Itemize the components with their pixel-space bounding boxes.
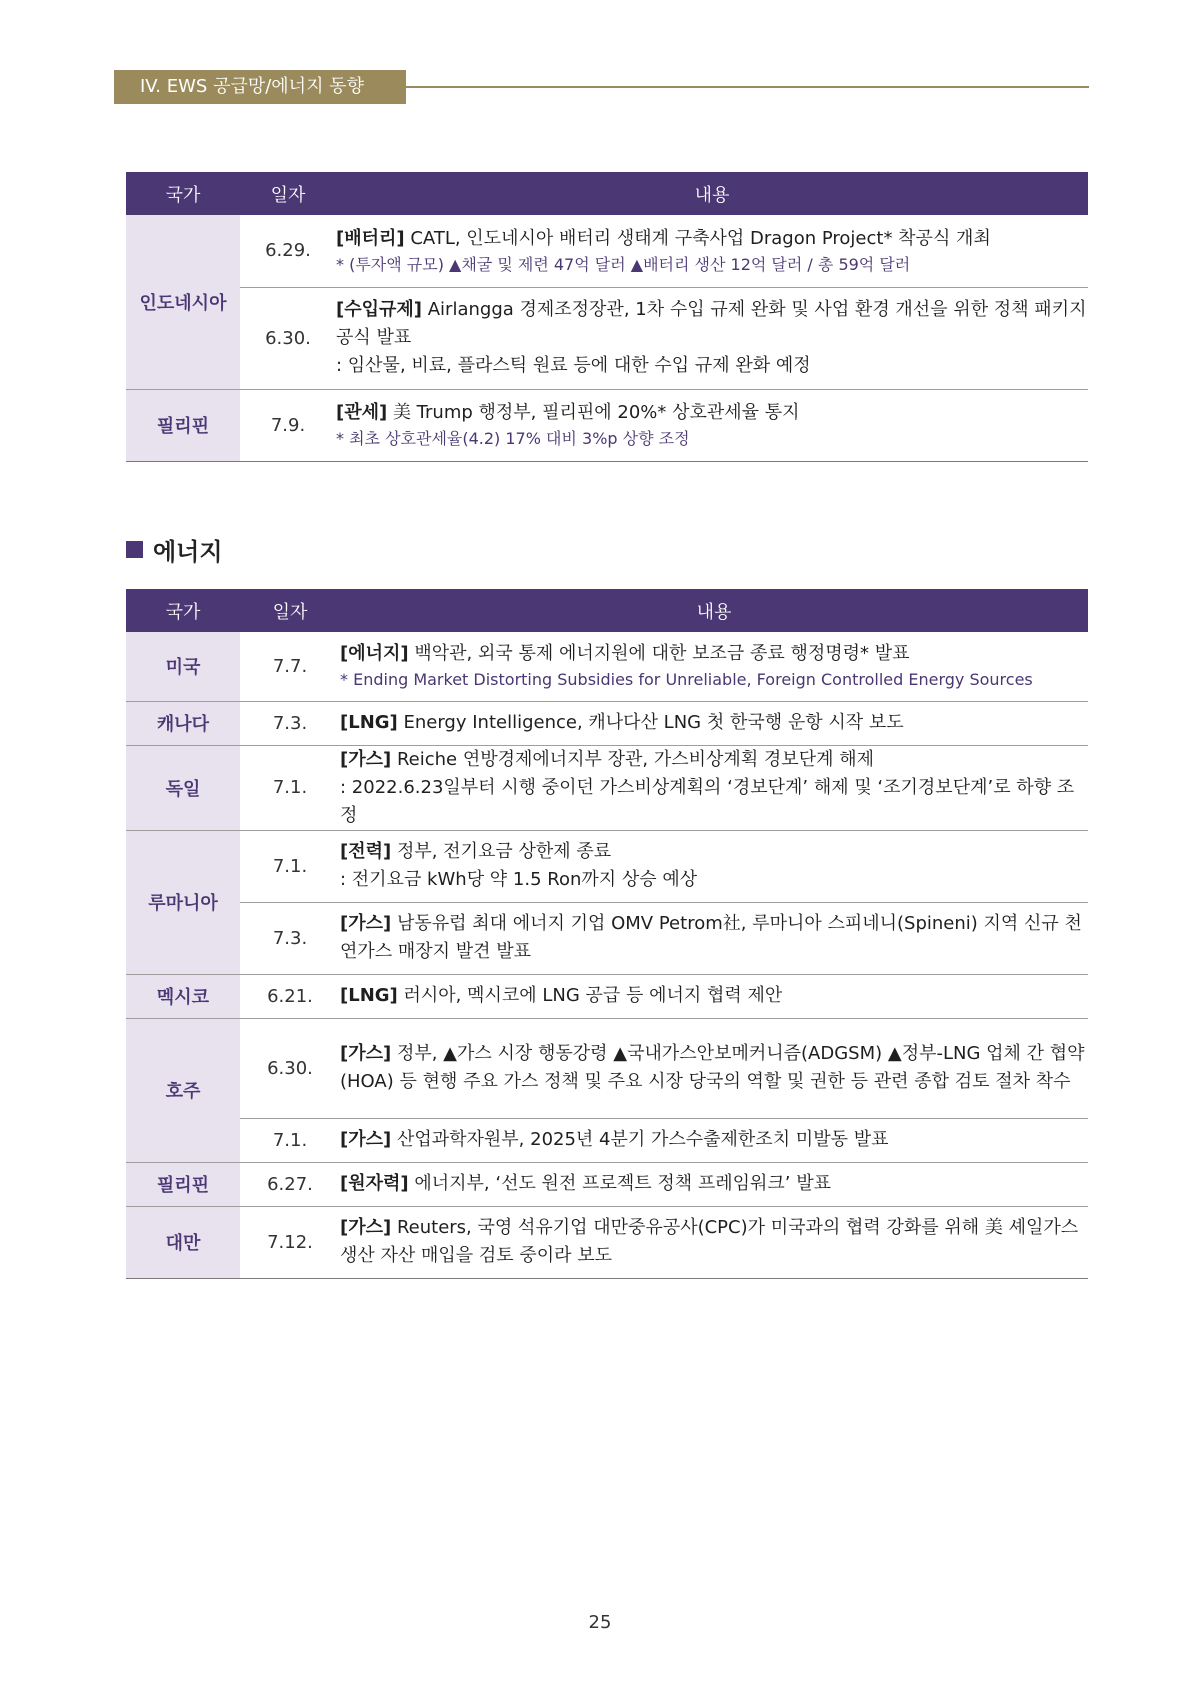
content-text: CATL, 인도네시아 배터리 생태계 구축사업 Dragon Project* 착공식 개최	[404, 227, 991, 249]
content-cell	[336, 287, 1088, 389]
table-header-row	[126, 589, 1088, 632]
date-cell: 7.12.	[240, 1206, 340, 1278]
table-row	[126, 1118, 1088, 1162]
table-row	[126, 701, 1088, 745]
country-cell: 필리핀	[126, 1162, 240, 1206]
header-content: 내용	[340, 589, 1088, 632]
country-cell: 루마니아	[126, 830, 240, 974]
country-cell: 호주	[126, 1018, 240, 1162]
category-tag: [전력]	[340, 841, 392, 862]
category-tag: [가스]	[340, 1043, 392, 1064]
table-row	[126, 902, 1088, 974]
content-cell	[340, 974, 1088, 1018]
content-cell	[340, 1162, 1088, 1206]
table-row	[126, 632, 1088, 701]
section-divider	[406, 86, 1089, 88]
category-tag: [가스]	[340, 1129, 392, 1150]
table-header-row	[126, 172, 1088, 215]
category-tag: [가스]	[340, 748, 392, 770]
category-tag: [배터리]	[336, 227, 405, 249]
table-row	[126, 287, 1088, 389]
content-note: * (투자액 규모) ▲채굴 및 제련 47억 달러 ▲배터리 생산 12억 달러 / 총 59억 달러	[336, 254, 911, 274]
header-country: 국가	[126, 172, 240, 215]
section-title: IV. EWS 공급망/에너지 동향	[114, 70, 406, 104]
category-tag: [원자력]	[340, 1173, 409, 1194]
content-cell	[336, 389, 1088, 461]
category-tag: [수입규제]	[336, 299, 423, 320]
country-cell: 캐나다	[126, 701, 240, 745]
date-cell: 7.3.	[240, 902, 340, 974]
table-row	[126, 830, 1088, 902]
country-cell: 미국	[126, 632, 240, 701]
content-cell	[340, 701, 1088, 745]
content-cell	[340, 1118, 1088, 1162]
table-row	[126, 974, 1088, 1018]
date-cell: 6.30.	[240, 1018, 340, 1118]
category-tag: [LNG]	[340, 985, 398, 1006]
header-content: 내용	[336, 172, 1088, 215]
content-cell	[340, 902, 1088, 974]
header-date: 일자	[240, 589, 340, 632]
page-number: 25	[588, 1612, 612, 1633]
content-cell	[336, 215, 1088, 287]
energy-table	[126, 589, 1088, 1279]
content-text: 美 Trump 행정부, 필리핀에 20%* 상호관세율 통지	[387, 402, 800, 423]
country-cell: 인도네시아	[126, 215, 240, 389]
content-text: 남동유럽 최대 에너지 기업 OMV Petrom社, 루마니아 스피네니(Spineni) 지역 신규 천연가스 매장지 발견 발표	[340, 913, 1082, 962]
category-tag: [관세]	[336, 402, 388, 423]
content-text: 러시아, 멕시코에 LNG 공급 등 에너지 협력 제안	[397, 985, 783, 1006]
content-text: 산업과학자원부, 2025년 4분기 가스수출제한조치 미발동 발표	[391, 1129, 889, 1150]
date-cell: 7.9.	[240, 389, 336, 461]
content-text: Airlangga 경제조정장관, 1차 수입 규제 완화 및 사업 환경 개선을 위한 정책 패키지 공식 발표	[336, 299, 1087, 348]
table-row	[126, 389, 1088, 461]
date-cell: 6.27.	[240, 1162, 340, 1206]
header-country: 국가	[126, 589, 240, 632]
date-cell: 6.29.	[240, 215, 336, 287]
content-cell	[340, 632, 1088, 701]
supply-chain-table	[126, 172, 1088, 462]
date-cell: 6.30.	[240, 287, 336, 389]
date-cell: 7.1.	[240, 830, 340, 902]
content-note: * 최초 상호관세율(4.2) 17% 대비 3%p 상향 조정	[336, 429, 690, 448]
energy-heading-text: 에너지	[153, 538, 223, 566]
country-cell: 멕시코	[126, 974, 240, 1018]
header-date: 일자	[240, 172, 336, 215]
content-text: 백악관, 외국 통제 에너지원에 대한 보조금 종료 행정명령* 발표	[408, 643, 910, 665]
country-cell: 대만	[126, 1206, 240, 1278]
table-row	[126, 215, 1088, 287]
country-cell: 독일	[126, 745, 240, 830]
content-detail: : 임산물, 비료, 플라스틱 원료 등에 대한 수입 규제 완화 예정	[336, 355, 811, 376]
category-tag: [에너지]	[340, 643, 409, 665]
category-tag: [가스]	[340, 913, 392, 934]
date-cell: 7.3.	[240, 701, 340, 745]
date-cell: 7.1.	[240, 745, 340, 830]
content-cell	[340, 745, 1088, 830]
content-cell	[340, 1206, 1088, 1278]
country-cell: 필리핀	[126, 389, 240, 461]
date-cell: 7.1.	[240, 1118, 340, 1162]
content-note: * Ending Market Distorting Subsidies for Unreliable, Foreign Controlled Energy Sources	[340, 670, 1033, 690]
date-cell: 7.7.	[240, 632, 340, 701]
table-row	[126, 1162, 1088, 1206]
content-text: Reuters, 국영 석유기업 대만중유공사(CPC)가 미국과의 협력 강화를 위해 美 셰일가스 생산 자산 매입을 검토 중이라 보도	[340, 1217, 1079, 1266]
content-cell	[340, 830, 1088, 902]
content-text: 정부, ▲가스 시장 행동강령 ▲국내가스안보메커니즘(ADGSM) ▲정부-LNG 업체 간 협약(HOA) 등 현행 주요 가스 정책 및 주요 시장 당국의 역할 및 권한 등 관련 종합 검토 절차 착수	[340, 1043, 1085, 1092]
square-bullet-icon	[126, 541, 143, 558]
table-row	[126, 1018, 1088, 1118]
content-text: 에너지부, ‘선도 원전 프로젝트 정책 프레임워크’ 발표	[408, 1173, 831, 1194]
content-text: Energy Intelligence, 캐나다산 LNG 첫 한국행 운항 시작 보도	[397, 712, 904, 733]
energy-section-heading	[126, 532, 223, 567]
content-text: 정부, 전기요금 상한제 종료	[391, 841, 612, 862]
table-row	[126, 1206, 1088, 1278]
category-tag: [LNG]	[340, 712, 398, 733]
category-tag: [가스]	[340, 1217, 392, 1238]
table-row	[126, 745, 1088, 830]
date-cell: 6.21.	[240, 974, 340, 1018]
content-cell	[340, 1018, 1088, 1118]
content-detail: : 전기요금 kWh당 약 1.5 Ron까지 상승 예상	[340, 869, 698, 890]
content-text: Reiche 연방경제에너지부 장관, 가스비상계획 경보단계 해제	[391, 748, 874, 770]
content-detail: : 2022.6.23일부터 시행 중이던 가스비상계획의 ‘경보단계’ 해제 및 ‘조기경보단계’로 하향 조정	[340, 776, 1075, 826]
